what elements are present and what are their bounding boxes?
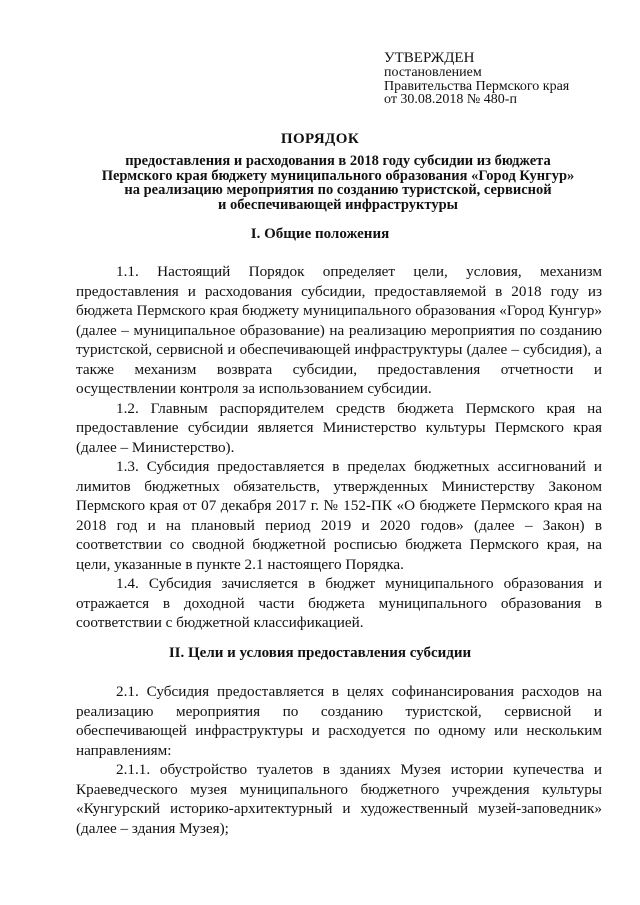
section-1-body [76, 262, 602, 633]
approval-stamp: УТВЕРЖДЕН [384, 50, 475, 66]
approval-line: постановлением [384, 65, 482, 80]
subtitle-line: предоставления и расходования в 2018 году субсидии из бюджета [125, 153, 551, 169]
approval-line: Правительства Пермского края [384, 78, 570, 94]
paragraph-2-1: 2.1. Субсидия предоставляется в целях софинансирования расходов на реализацию мероприятия по созданию туристской, сервисной и обеспечивающей инфраструктуры и расходуется по одному или нескольким направлениям: [76, 683, 602, 759]
section-2-body [76, 682, 602, 838]
paragraph-1-2: 1.2. Главным распорядителем средств бюджета Пермского края на предоставление субсидии является Министерство культуры Пермского края (далее – Министерство). [76, 399, 602, 456]
paragraph-2-1-1: 2.1.1. обустройство туалетов в зданиях Музея истории купечества и Краеведческого музея муниципального бюджетного учреждения культуры «Кунгурский историко-архитектурный и художественный музей-заповедник» (далее – здания Музея); [76, 761, 602, 837]
document-subtitle [86, 154, 590, 212]
paragraph-1-3: 1.3. Субсидия предоставляется в пределах бюджетных ассигнований и лимитов бюджетных обязательств, утвержденных Министерству Законом Пермского края от 07 декабря 2017 г. № 152-ПК «О бюджете Пермского края на 2018 год и на плановый период 2019 и 2020 годов» (далее – Закон) в соответствии со сводной бюджетной росписью бюджета Пермского края, на цели, указанные в пункте 2.1 настоящего Порядка. [76, 458, 602, 573]
subtitle-line: и обеспечивающей инфраструктуры [218, 196, 458, 213]
approval-date: от 30.08.2018 № 480-п [384, 92, 517, 108]
document-title: ПОРЯДОК [280, 131, 360, 147]
paragraph-1-1: 1.1. Настоящий Порядок определяет цели, условия, механизм предоставления и расходования субсидии, предоставляемой в 2018 году из бюджета Пермского края бюджету муниципального образования «Город Кунгур» (далее – муниципальное образование) на реализацию мероприятия по созданию туристской, сервисной и обеспечивающей инфраструктуры (далее – субсидия), а также механизм возврата субсидии, предоставления отчетности и осуществлении контроля за использованием субсидии. [76, 263, 602, 397]
approval-block [384, 51, 614, 107]
subtitle-line: на реализацию мероприятия по созданию туристской, сервисной [124, 182, 552, 199]
paragraph-1-4: 1.4. Субсидия зачисляется в бюджет муниципального образования и отражается в доходной части бюджета муниципального образования в соответствии с бюджетной классификацией. [76, 575, 602, 631]
subtitle-line: Пермского края бюджету муниципального образования «Город Кунгур» [101, 167, 575, 184]
section-heading-2: II. Цели и условия предоставления субсидии [168, 645, 472, 661]
section-heading-1: I. Общие положения [250, 226, 390, 242]
